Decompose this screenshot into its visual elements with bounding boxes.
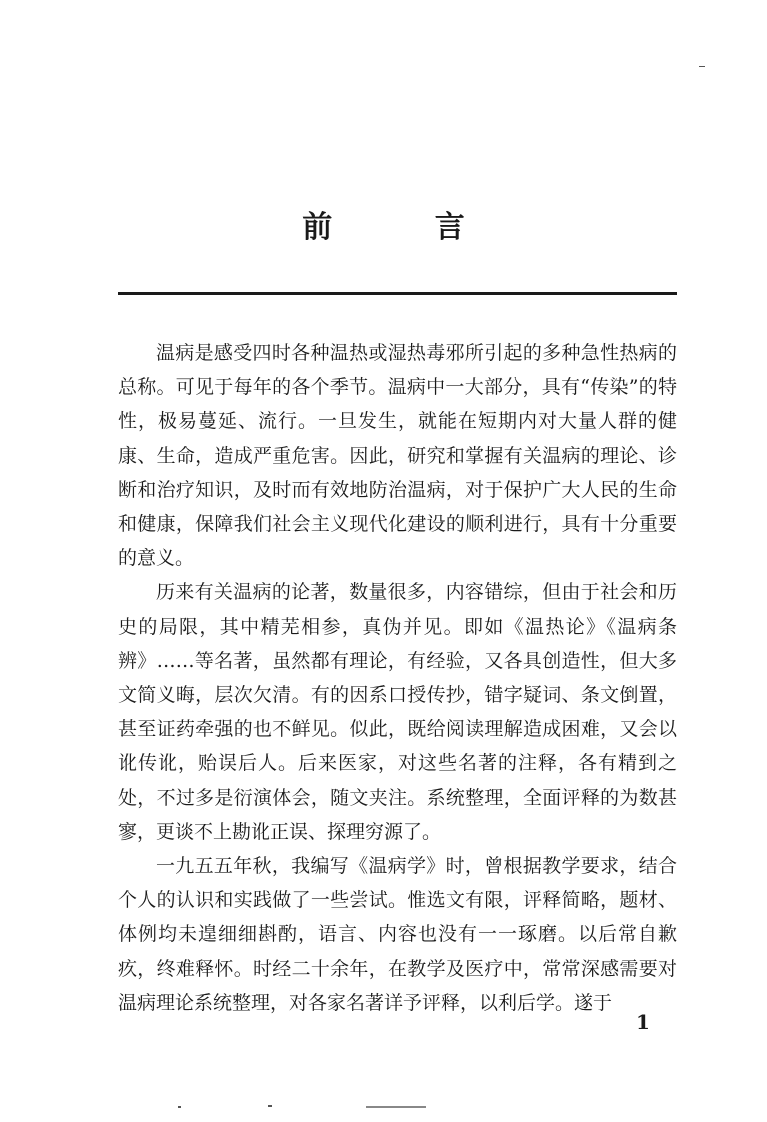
page-number: 1 bbox=[636, 1010, 650, 1034]
title-divider bbox=[118, 292, 677, 295]
paragraph-3: 一九五五年秋，我编写《温病学》时，曾根据教学要求，结合个人的认识和实践做了一些尝试。惟选文有限，评释简略，题材、体例均未遑细细斟酌，语言、内容也没有一一琢磨。以后常自歉疚，终难释怀。时经二十余年，在教学及医疗中，常常深感需要对温病理论系统整理，对各家名著详予评释，以利后学。遂于 bbox=[118, 855, 677, 1014]
page-title: 前 言 bbox=[302, 210, 511, 245]
scan-speck bbox=[178, 1106, 181, 1108]
preface-body bbox=[118, 336, 677, 1020]
paragraph-2: 历来有关温病的论著，数量很多，内容错综，但由于社会和历史的局限，其中精芜相参，真伪并见。即如《温热论》《温病条辨》……等名著，虽然都有理论，有经验，又各具创造性，但大多文简义晦，层次欠清。有的因系口授传抄，错字疑词、条文倒置，甚至证药牵强的也不鲜见。似此，既给阅读理解造成困难，又会以讹传讹，贻误后人。后来医家，对这些名著的注释，各有精到之处，不过多是衍演体会，随文夹注。系统整理，全面评释的为数甚寥，更谈不上勘讹正误、探理穷源了。 bbox=[118, 581, 677, 843]
scan-speck bbox=[268, 1105, 272, 1107]
scan-speck bbox=[699, 66, 705, 67]
scan-speck bbox=[366, 1106, 426, 1108]
paragraph-1: 温病是感受四时各种温热或湿热毒邪所引起的多种急性热病的总称。可见于每年的各个季节。温病中一大部分，具有“传染”的特性，极易蔓延、流行。一旦发生，就能在短期内对大量人群的健康、生命，造成严重危害。因此，研究和掌握有关温病的理论、诊断和治疗知识，及时而有效地防治温病，对于保护广大人民的生命和健康，保障我们社会主义现代化建设的顺利进行，具有十分重要的意义。 bbox=[118, 342, 677, 570]
